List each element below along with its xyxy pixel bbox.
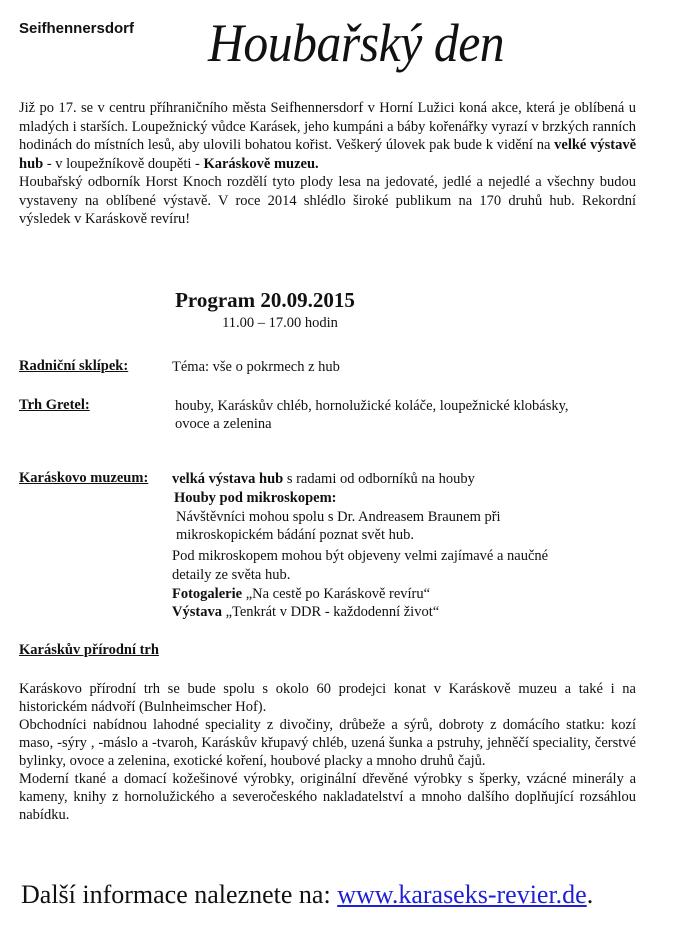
muzeum-line-1 xyxy=(172,470,475,488)
trh-label: Trh Gretel: xyxy=(19,397,90,413)
intro-p1-c: - v loupežníkově doupěti - xyxy=(43,155,204,172)
market-paragraph-3: Moderní tkané a domací kožešinové výrobky, originální dřevěné výrobky s šperky, vzácné minerály a kameny, knihy z hornolužického a severočeského nakladatelství a mnoho dalšího doplňující rozsáhlou nabídku. xyxy=(19,771,636,823)
fotogalerie-text: „Na cestě po Karáskově revíru“ xyxy=(242,586,431,602)
intro-p1-museum: Karáskově muzeu. xyxy=(203,155,319,172)
footer-info xyxy=(21,880,593,910)
trh-line-2: ovoce a zelenina xyxy=(175,416,272,432)
footer-period: . xyxy=(586,880,594,909)
trh-line-1: houby, Karáskův chléb, hornolužické koláče, loupežnické klobásky, xyxy=(175,398,569,414)
intro-paragraph-1 xyxy=(19,99,636,173)
muzeum-line-8 xyxy=(172,603,439,621)
muzeum-line-4: mikroskopickém bádání poznat svět hub. xyxy=(176,527,414,543)
fotogalerie-label: Fotogalerie xyxy=(172,586,243,602)
muzeum-label: Karáskovo muzeum: xyxy=(19,470,149,486)
muzeum-exhibition: velká výstava hub xyxy=(172,471,284,487)
intro-paragraph-2: Houbařský odborník Horst Knoch rozdělí tyto plody lesa na jedovaté, jedlé a nejedlé a všechny budou vystaveny na oblíbené výstavě. V roce 2014 shlédlo široké publikum na 170 druhů hub. Rekordní výsledek v Karáskově revíru! xyxy=(19,174,636,227)
intro-p1-exhibition: velké výstavě hub xyxy=(19,137,637,172)
market-text xyxy=(19,680,636,824)
muzeum-line-7 xyxy=(172,585,430,603)
muzeum-line-1-rest: s radami od odborníků na houby xyxy=(283,471,475,487)
vystava-text: „Tenkrát v DDR - každodenní život“ xyxy=(221,604,440,620)
vystava-label: Výstava xyxy=(172,604,222,620)
page-title: Houbařský den xyxy=(208,13,505,73)
market-paragraph-1: Karáskovo přírodní trh se bude spolu s okolo 60 prodejci konat v Karáskově muzeu a také i na historickém nádvoří (Bulnheimscher Hof). xyxy=(19,681,636,715)
market-paragraph-2: Obchodníci nabídnou lahodné speciality z divočiny, drůbeže a sýrů, dobroty z domácího statku: kozí maso, -sýry , -máslo a -tvaroh, Karáskův křupavý chléb, uzená šunka a pstruhy, jehněčí speciality, čerstvé bylinky, ovoce a zelenina, exotické koření, houbové placky a mnoho druhů čajů. xyxy=(19,717,636,769)
muzeum-line-6: detaily ze světa hub. xyxy=(172,567,291,583)
muzeum-line-3: Návštěvníci mohou spolu s Dr. Andreasem Braunem při xyxy=(176,509,501,525)
microscope-heading: Houby pod mikroskopem: xyxy=(174,490,337,506)
town-name: Seifhennersdorf xyxy=(19,20,135,37)
website-link[interactable]: www.karaseks-revier.de xyxy=(337,880,587,909)
intro-text xyxy=(19,99,636,229)
muzeum-line-5: Pod mikroskopem mohou být objeveny velmi zajímavé a naučné xyxy=(172,548,549,564)
sklipek-label: Radniční sklípek: xyxy=(19,358,129,374)
sklipek-text: Téma: vše o pokrmech z hub xyxy=(172,359,340,375)
footer-text: Další informace naleznete na: xyxy=(21,880,338,909)
program-title: Program 20.09.2015 xyxy=(175,288,355,312)
program-time: 11.00 – 17.00 hodin xyxy=(222,315,338,331)
intro-p1-a: Již po 17. se v centru příhraničního města Seifhennersdorf v Horní Lužici koná akce, která je oblíbená u mladých i starších. Loupežnický vůdce Karásek, jeho kumpáni a báby kořenářky vyrazí v brzkých ranních hodinách do místních lesů, aby ulovili bohatou kořist. Veškerý úlovek pak bude k vidění na xyxy=(19,100,636,153)
market-heading: Karáskův přírodní trh xyxy=(19,642,159,658)
muzeum-line-2 xyxy=(174,489,337,507)
